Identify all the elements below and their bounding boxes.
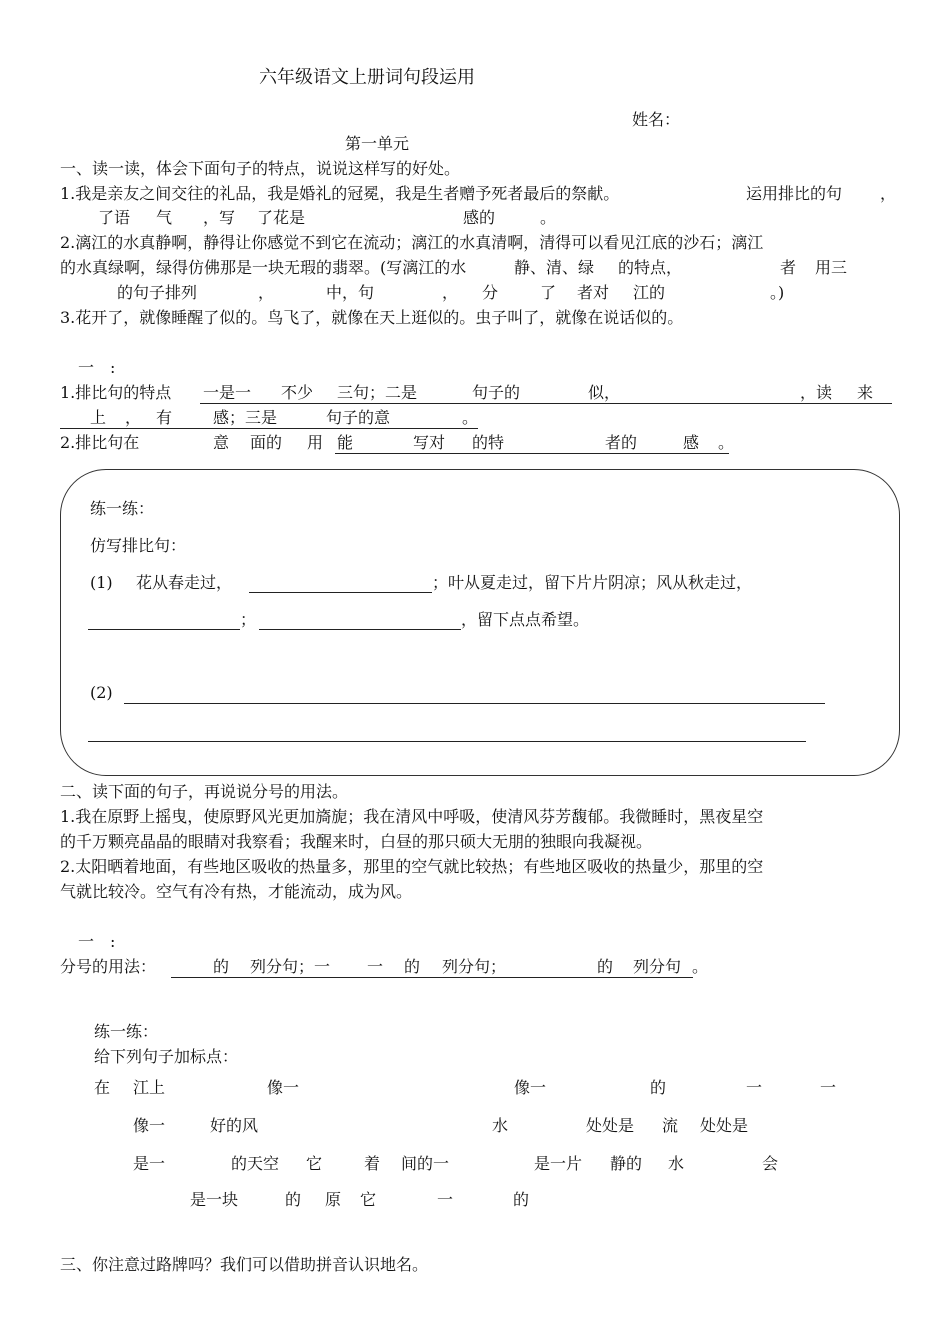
text-fragment: 水 <box>668 1154 685 1173</box>
text-fragment: ，读 <box>800 383 833 402</box>
text-fragment: 的特 <box>472 433 505 452</box>
text-fragment: 的 <box>650 1078 667 1097</box>
text-fragment: 它 <box>360 1190 377 1209</box>
underline <box>200 403 892 404</box>
text-fragment: 似， <box>588 383 621 402</box>
text-fragment: 中，句 <box>326 283 375 302</box>
practice1-q1-text-d: ，留下点点希望。 <box>461 610 590 629</box>
practice1-q1-text-a: 花从春走过， <box>136 573 233 592</box>
text-fragment: 静、清、绿 <box>514 258 595 277</box>
text-fragment: ， <box>125 408 142 427</box>
practice1-label: 练一练： <box>90 499 155 518</box>
text-fragment: 句子的意 <box>326 408 391 427</box>
text-fragment: 意 <box>213 433 230 452</box>
text-fragment: 的 <box>404 957 421 976</box>
practice1-q1-number: (1) <box>90 573 113 592</box>
text-fragment: 的天空 <box>231 1154 280 1173</box>
practice2-label: 练一练： <box>94 1022 159 1041</box>
s1-item2-line1: 2.漓江的水真静啊，静得让你感觉不到它在流动；漓江的水真清啊，清得可以看见江底的沙石；漓江 <box>60 233 764 252</box>
name-label: 姓名： <box>632 110 681 129</box>
practice1-q1-text-c: ； <box>240 610 257 629</box>
section-3-heading: 三、你注意过路牌吗？我们可以借助拼音认识地名。 <box>60 1255 429 1274</box>
text-fragment: 水 <box>492 1116 509 1135</box>
answer-blank[interactable] <box>249 592 432 593</box>
text-fragment: 句子的 <box>472 383 521 402</box>
text-fragment: 2.排比句在 <box>60 433 140 452</box>
text-fragment: 处处是 <box>700 1116 749 1135</box>
text-fragment: 者的 <box>605 433 638 452</box>
s2-item2-line1: 2.太阳晒着地面，有些地区吸收的热量多，那里的空气就比较热；有些地区吸收的热量少，那里的空 <box>60 857 764 876</box>
text-fragment: 一 <box>746 1078 763 1097</box>
text-fragment: 会 <box>762 1154 779 1173</box>
text-fragment: 分 <box>482 283 499 302</box>
text-fragment: 了 <box>540 283 557 302</box>
text-fragment: ， <box>442 283 459 302</box>
text-fragment: 列分句；一 <box>250 957 331 976</box>
s1-item3: 3.花开了，就像睡醒了似的。鸟飞了，就像在天上逛似的。虫子叫了，就像在说话似的。 <box>60 308 684 327</box>
answer-blank[interactable] <box>124 703 825 704</box>
text-fragment: ，写 <box>203 208 236 227</box>
text-fragment: 。 <box>692 957 709 976</box>
text-fragment: 好的风 <box>210 1116 259 1135</box>
text-fragment: 是一片 <box>534 1154 583 1173</box>
s1-item1-line1-b: 运用排比的句 <box>746 184 843 203</box>
answer-blank[interactable] <box>259 629 461 630</box>
text-fragment: 静的 <box>610 1154 643 1173</box>
s1-summary-heading: 一 : <box>78 358 116 377</box>
text-fragment: 在 <box>94 1078 111 1097</box>
s2-item1-line1: 1.我在原野上摇曳，使原野风光更加旖旎；我在清风中呼吸，使清风芬芳馥郁。我微睡时，黑夜星空 <box>60 807 764 826</box>
text-fragment: ， <box>258 283 275 302</box>
text-fragment: 的 <box>213 957 230 976</box>
text-fragment: 的 <box>597 957 614 976</box>
text-fragment: 是一 <box>133 1154 166 1173</box>
text-fragment: 者对 <box>577 283 610 302</box>
text-fragment: 的特点， <box>618 258 683 277</box>
s1-item1-line1-c: ， <box>880 184 897 203</box>
underline <box>60 428 478 429</box>
text-fragment: 。 <box>462 408 479 427</box>
page-title: 六年级语文上册词句段运用 <box>259 67 475 88</box>
text-fragment: 是一块 <box>190 1190 239 1209</box>
s2-summary-heading: 一 : <box>78 932 116 951</box>
unit-heading: 第一单元 <box>345 134 410 153</box>
practice1-q1-text-b: ；叶从夏走过，留下片片阴凉；风从秋走过， <box>432 573 753 592</box>
answer-blank[interactable] <box>88 629 240 630</box>
underline <box>171 977 693 978</box>
s2-item2-line2: 气就比较冷。空气有冷有热，才能流动，成为风。 <box>60 882 413 901</box>
text-fragment: 像一 <box>514 1078 547 1097</box>
text-fragment: 原 <box>325 1190 342 1209</box>
text-fragment: 者 <box>780 258 797 277</box>
text-fragment: 上 <box>90 408 107 427</box>
answer-blank[interactable] <box>88 741 806 742</box>
text-fragment: 。 <box>540 208 557 227</box>
s1-item1-line1: 1.我是亲友之间交往的礼品，我是婚礼的冠冕，我是生者赠予死者最后的祭献。 <box>60 184 620 203</box>
text-fragment: 感的 <box>463 208 496 227</box>
text-fragment: 。 <box>718 433 735 452</box>
text-fragment: 分号的用法： <box>60 957 157 976</box>
text-fragment: 的句子排列 <box>117 283 198 302</box>
text-fragment: 流 <box>662 1116 679 1135</box>
text-fragment: 三句；二是 <box>337 383 418 402</box>
practice2-task: 给下列句子加标点： <box>94 1047 239 1066</box>
text-fragment: 一是一 <box>203 383 252 402</box>
text-fragment: 不少 <box>281 383 314 402</box>
text-fragment: 列分句 <box>633 957 682 976</box>
text-fragment: 用 <box>307 433 324 452</box>
text-fragment: 间的一 <box>401 1154 450 1173</box>
text-fragment: 面的 <box>250 433 283 452</box>
underline <box>335 453 729 454</box>
text-fragment: 一 <box>367 957 384 976</box>
text-fragment: 有 <box>156 408 173 427</box>
text-fragment: 像一 <box>133 1116 166 1135</box>
text-fragment: 能 <box>337 433 354 452</box>
text-fragment: 它 <box>306 1154 323 1173</box>
s1-item2-line2: 的水真绿啊，绿得仿佛那是一块无瑕的翡翠。(写漓江的水 <box>60 258 467 277</box>
section-1-heading: 一、读一读，体会下面句子的特点，说说这样写的好处。 <box>60 159 461 178</box>
text-fragment: 着 <box>364 1154 381 1173</box>
s2-item1-line2: 的千万颗亮晶晶的眼睛对我察看；我醒来时，白昼的那只硕大无朋的独眼向我凝视。 <box>60 832 653 851</box>
practice1-q2-number: (2) <box>90 683 113 702</box>
text-fragment: 1.排比句的特点 <box>60 383 172 402</box>
text-fragment: 处处是 <box>586 1116 635 1135</box>
section-2-heading: 二、读下面的句子，再说说分号的用法。 <box>60 782 349 801</box>
text-fragment: 感；三是 <box>213 408 278 427</box>
text-fragment: 用三 <box>815 258 848 277</box>
text-fragment: 了语 <box>98 208 131 227</box>
text-fragment: 的 <box>513 1190 530 1209</box>
text-fragment: 列分句； <box>442 957 507 976</box>
text-fragment: 一 <box>820 1078 837 1097</box>
text-fragment: 感 <box>683 433 700 452</box>
text-fragment: 来 <box>857 383 874 402</box>
text-fragment: 的 <box>285 1190 302 1209</box>
text-fragment: 江的 <box>633 283 666 302</box>
text-fragment: 了花是 <box>257 208 306 227</box>
text-fragment: 像一 <box>267 1078 300 1097</box>
text-fragment: 写对 <box>413 433 446 452</box>
practice1-task: 仿写排比句： <box>90 536 187 555</box>
text-fragment: 。) <box>770 283 785 302</box>
text-fragment: 江上 <box>133 1078 166 1097</box>
text-fragment: 气 <box>156 208 173 227</box>
text-fragment: 一 <box>437 1190 454 1209</box>
